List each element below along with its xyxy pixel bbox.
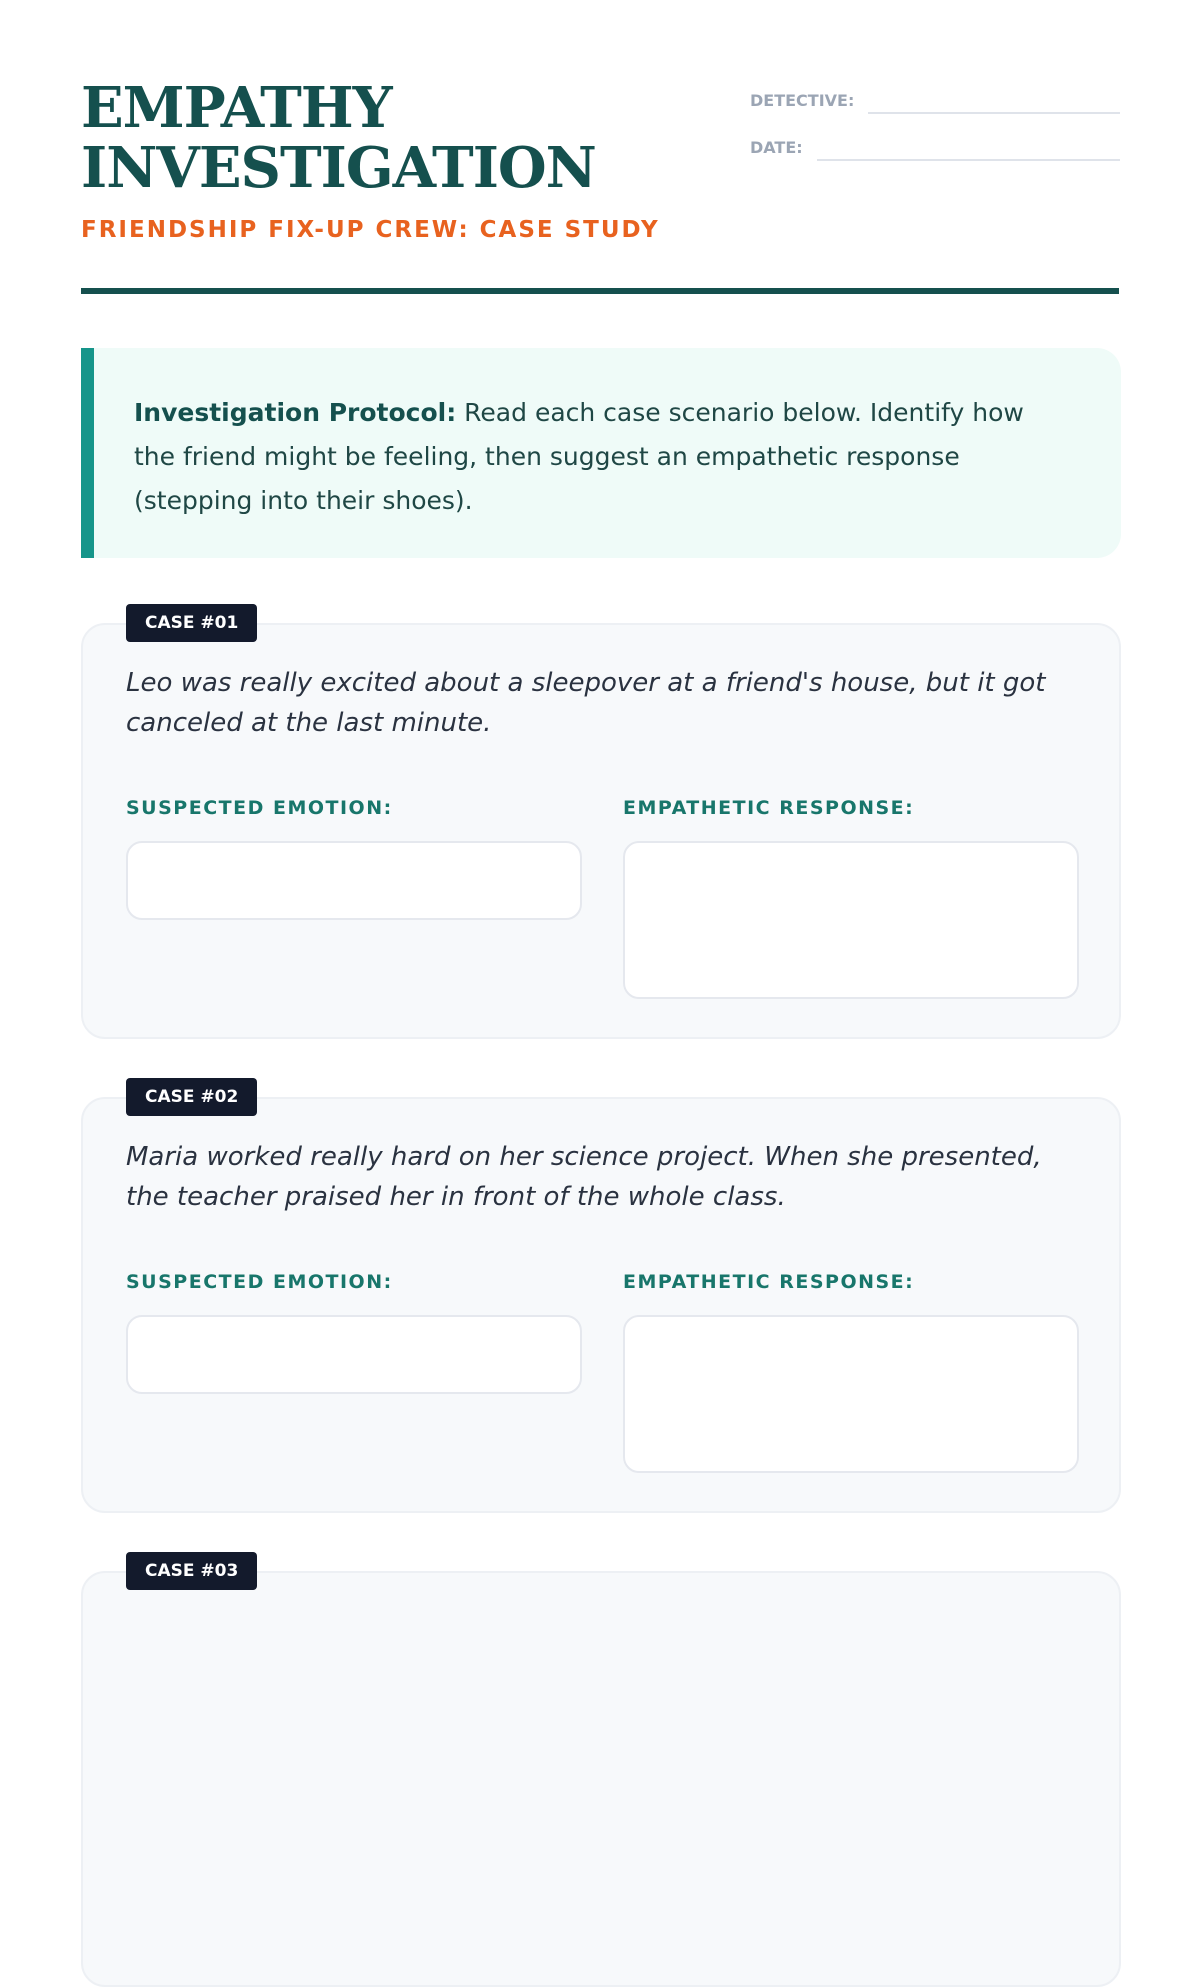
suspected-emotion-label: SUSPECTED EMOTION: [126,1271,393,1293]
empathetic-response-field[interactable] [623,841,1079,999]
empathetic-response-label: EMPATHETIC RESPONSE: [623,797,915,819]
title-line-1: EMPATHY [81,75,392,141]
date-row [750,135,1120,161]
empathetic-response-field[interactable] [623,1315,1079,1473]
case-card-02 [81,1087,1121,1513]
detective-name-field[interactable] [868,88,1120,114]
suspected-emotion-label: SUSPECTED EMOTION: [126,797,393,819]
detective-row [750,88,1120,114]
case-card-03 [81,1561,1121,1987]
investigation-protocol [81,348,1121,558]
case-card-01 [81,613,1121,1039]
protocol-lead: Investigation Protocol: [134,398,457,427]
worksheet-header [81,0,1119,294]
case-tag: CASE #02 [126,1078,257,1116]
case-tag: CASE #01 [126,604,257,642]
detective-info [750,88,1120,182]
suspected-emotion-field[interactable] [126,841,582,920]
protocol-text [134,391,1071,523]
protocol-body: Read each case scenario below. Identify how the friend might be feeling, then suggest an empathetic response (stepping into their shoes). [134,398,1024,515]
title-line-2: INVESTIGATION [81,135,596,201]
empathetic-response-label: EMPATHETIC RESPONSE: [623,1271,915,1293]
page-title [81,75,596,201]
case-scenario: Leo was really excited about a sleepover at a friend's house, but it got canceled at the last minute. [126,668,1046,738]
date-label: DATE: [750,138,803,157]
case-scenario: Maria worked really hard on her science project. When she presented, the teacher praised her in front of the whole class. [126,1142,1042,1212]
suspected-emotion-field[interactable] [126,1315,582,1394]
page-subtitle: FRIENDSHIP FIX-UP CREW: CASE STUDY [81,217,660,243]
date-field[interactable] [817,135,1120,161]
case-tag: CASE #03 [126,1552,257,1590]
detective-label: DETECTIVE: [750,91,855,110]
